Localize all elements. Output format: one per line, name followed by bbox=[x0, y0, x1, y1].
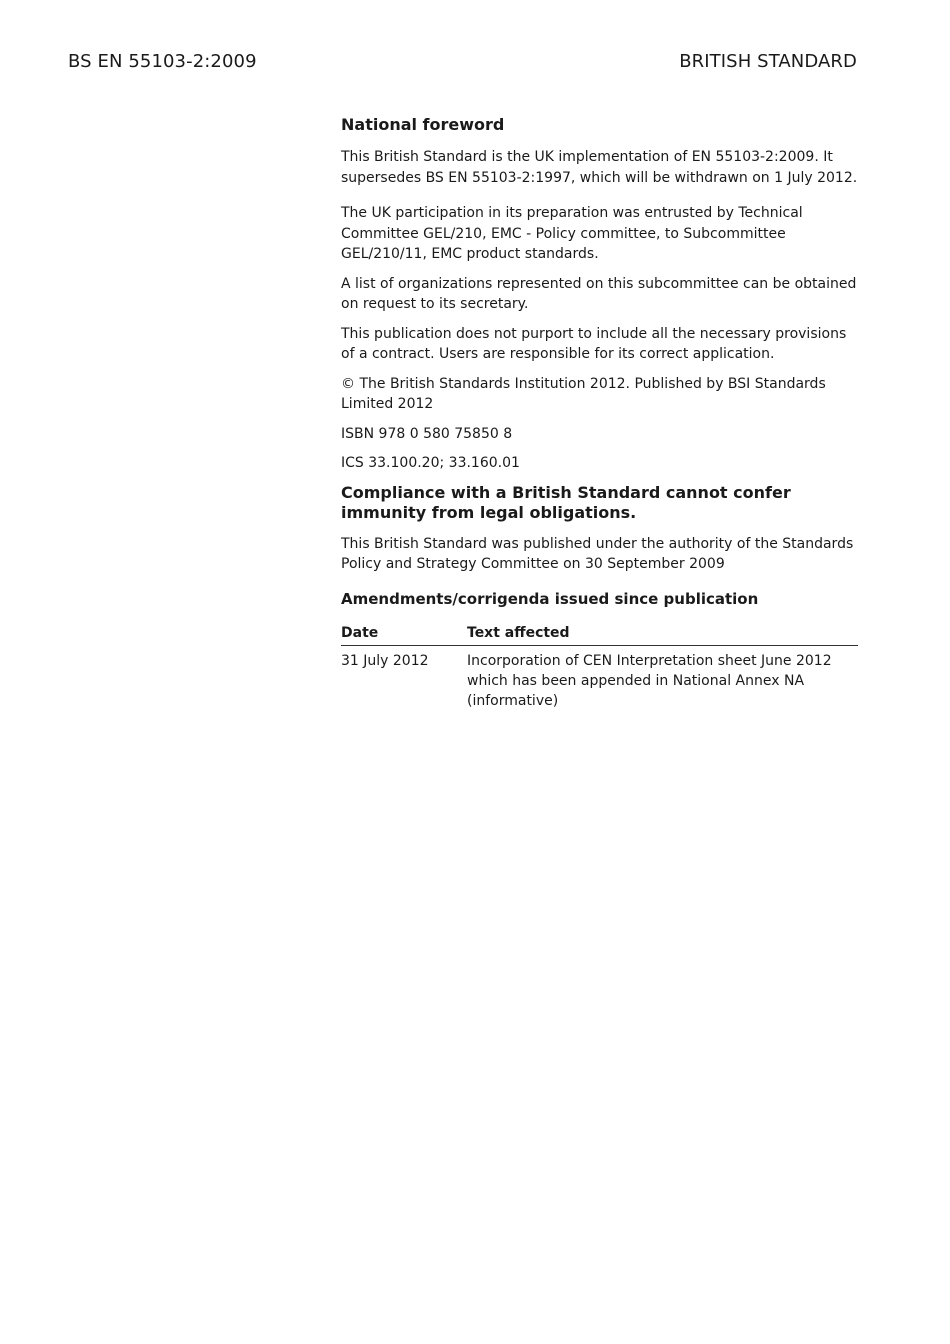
column-header-text-affected: Text affected bbox=[467, 623, 858, 646]
column-header-date: Date bbox=[341, 623, 467, 646]
isbn: ISBN 978 0 580 75850 8 bbox=[341, 425, 513, 442]
amendment-date: 31 July 2012 bbox=[341, 652, 429, 669]
copyright-notice: © The British Standards Institution 2012. Published by BSI Standards Limited 2012 bbox=[341, 375, 826, 412]
foreword-paragraph-participation: The UK participation in its preparation was entrusted by Technical Committee GEL/210, EMC - Policy committee, to Subcommittee GEL/210/11, EMC product standards. bbox=[341, 205, 803, 262]
foreword-title: National foreword bbox=[341, 115, 505, 134]
amendments-title: Amendments/corrigenda issued since publication bbox=[341, 589, 759, 608]
foreword-paragraph-implementation: This British Standard is the UK implementation of EN 55103-2:2009. It supersedes BS EN 55103-2:1997, which will be withdrawn on 1 July 2012. bbox=[341, 149, 858, 186]
amendments-table bbox=[341, 623, 858, 711]
document-type: BRITISH STANDARD bbox=[679, 51, 857, 72]
national-foreword-section bbox=[341, 115, 858, 711]
document-code: BS EN 55103-2:2009 bbox=[68, 51, 257, 72]
authority-statement: This British Standard was published under the authority of the Standards Policy and Strategy Committee on 30 September 2009 bbox=[341, 535, 854, 572]
ics: ICS 33.100.20; 33.160.01 bbox=[341, 455, 520, 471]
amendments-header-row bbox=[341, 623, 858, 646]
foreword-paragraph-provisions: This publication does not purport to include all the necessary provisions of a contract. Users are responsible for its correct application. bbox=[341, 325, 847, 362]
foreword-paragraph-organizations: A list of organizations represented on this subcommittee can be obtained on request to its secretary. bbox=[341, 275, 857, 312]
legal-notice: Compliance with a British Standard cannot confer immunity from legal obligations. bbox=[341, 482, 791, 522]
amendment-text: Incorporation of CEN Interpretation sheet June 2012 which has been appended in National Annex NA (informative) bbox=[467, 652, 832, 709]
table-row bbox=[341, 645, 858, 711]
